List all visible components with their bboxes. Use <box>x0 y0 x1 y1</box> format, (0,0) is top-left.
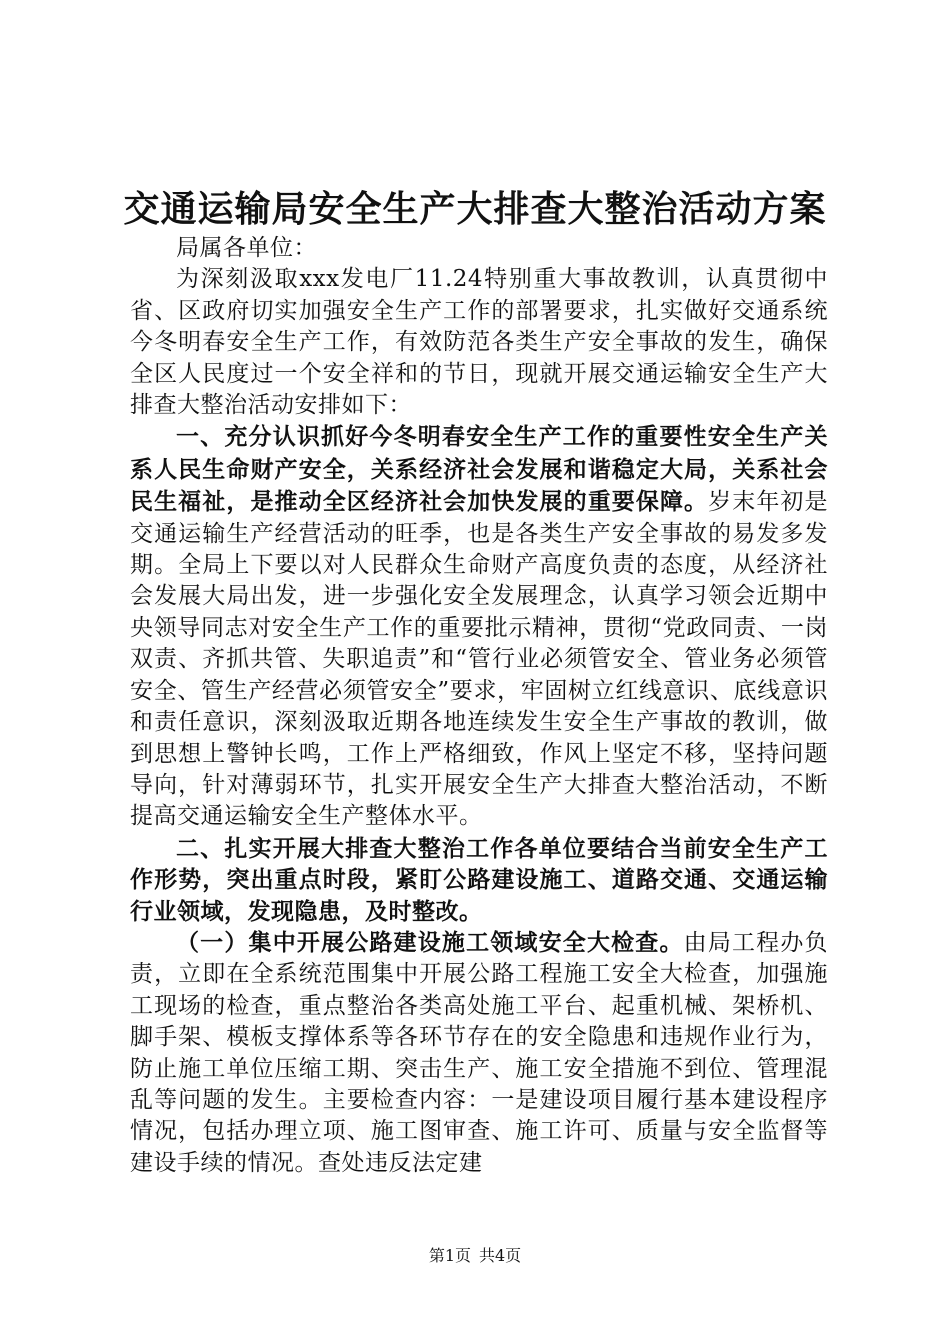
intro-paragraph: 为深刻汲取xxx发电厂11.24特别重大事故教训，认真贯彻中省、区政府切实加强安全生产工作的部署要求，扎实做好交通系统今冬明春安全生产工作，有效防范各类生产安全事故的发生，确保全区人民度过一个安全祥和的节日，现就开展交通运输安全生产大排查大整治活动安排如下： <box>130 266 828 419</box>
section-1-paragraph <box>130 421 828 832</box>
page-number: 第1页 <box>428 1246 471 1265</box>
section-2-heading: 二、扎实开展大排查大整治工作各单位要结合当前安全生产工作形势，突出重点时段，紧盯公路建设施工、道路交通、交通运输行业领域，发现隐患，及时整改。 <box>130 834 828 925</box>
section-1-body: 岁末年初是交通运输生产经营活动的旺季，也是各类生产安全事故的易发多发期。全局上下要以对人民群众生命财产高度负责的态度，从经济社会发展大局出发，进一步强化安全发展理念，认真学习领会近期中央领导同志对安全生产工作的重要批示精神，贯彻“党政同责、一岗双责、齐抓共管、失职追责”和“管行业必须管安全、管业务必须管安全、管生产经营必须管安全”要求，牢固树立红线意识、底线意识和责任意识，深刻汲取近期各地连续发生安全生产事故的教训，做到思想上警钟长鸣，工作上严格细致，作风上坚定不移，坚持问题导向，针对薄弱环节，扎实开展安全生产大排查大整治活动，不断提高交通运输安全生产整体水平。 <box>130 489 829 830</box>
page-total: 共4页 <box>479 1246 522 1265</box>
section-1-heading: 一、充分认识抓好今冬明春安全生产工作的重要性安全生产关系人民生命财产安全，关系经济社会发展和谐稳定大局，关系社会民生福祉，是推动全区经济社会加快发展的重要保障。 <box>130 423 828 516</box>
document-body <box>130 233 828 1179</box>
salutation: 局属各单位： <box>176 235 317 261</box>
document-title: 交通运输局安全生产大排查大整治活动方案 <box>123 188 827 230</box>
subsection-1-paragraph <box>130 927 828 1179</box>
subsection-1-heading: （一）集中开展公路建设施工领域安全大检查。 <box>176 928 684 956</box>
subsection-1-body: 由局工程办负责，立即在全系统范围集中开展公路工程施工安全大检查，加强施工现场的检查，重点整治各类高处施工平台、起重机械、架桥机、脚手架、模板支撑体系等各环节存在的安全隐患和违规作业行为，防止施工单位压缩工期、突击生产、施工安全措施不到位、管理混乱等问题的发生。主要检查内容：一是建设项目履行基本建设程序情况，包括办理立项、施工图审查、施工许可、质量与安全监督等建设手续的情况。查处违反法定建 <box>130 929 829 1176</box>
page-footer <box>0 1246 950 1266</box>
